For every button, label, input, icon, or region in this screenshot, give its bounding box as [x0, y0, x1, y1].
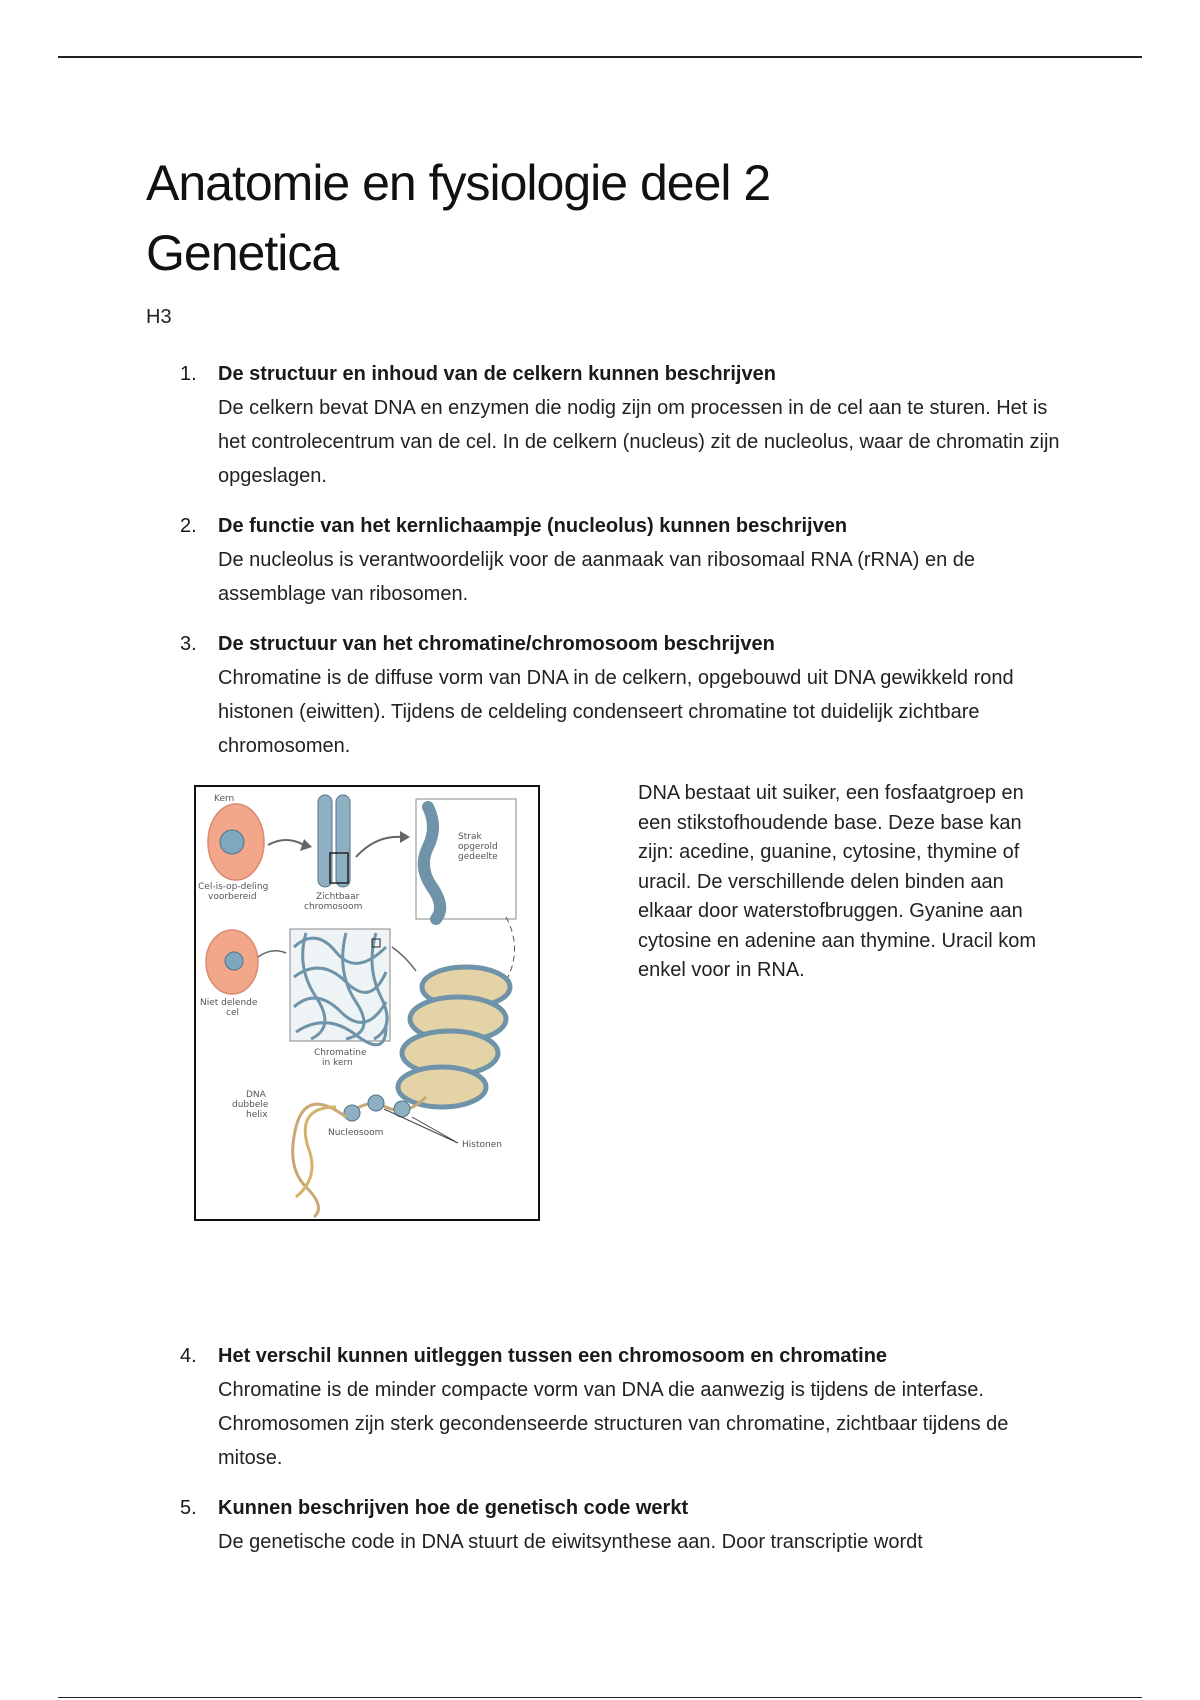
chapter-label: H3	[146, 306, 172, 328]
bottom-rule	[58, 1697, 1142, 1698]
dna-helix	[293, 1104, 346, 1217]
list-item	[146, 1491, 1066, 1559]
label-zichtbaar-2: chromosoom	[304, 902, 363, 912]
item-number: 2.	[180, 515, 197, 537]
label-chromatine-2: in kern	[322, 1058, 353, 1068]
item-answer: De celkern bevat DNA en enzymen die nodig zijn om processen in de cel aan te sturen. Het is het controlecentrum van de cel. In de celkern (nucleus) zit de nucleolus, waar de chromatin zijn opgeslagen.	[218, 397, 1060, 487]
document-body	[146, 148, 1066, 1575]
item-number: 4.	[180, 1345, 197, 1367]
chromosome-shape	[318, 795, 350, 887]
learning-goals-list	[146, 357, 1066, 763]
item-answer: De genetische code in DNA stuurt de eiwitsynthese aan. Door transcriptie wordt	[218, 1531, 923, 1553]
nucleus-dividing	[220, 830, 244, 854]
list-item	[146, 357, 1066, 493]
nucleus-non-dividing	[225, 952, 243, 970]
item-question: Het verschil kunnen uitleggen tussen een chromosoom en chromatine	[218, 1345, 888, 1367]
label-strak-3: gedeelte	[458, 852, 498, 862]
label-dna-3: helix	[246, 1110, 268, 1120]
item-question: De functie van het kernlichaampje (nucleolus) kunnen beschrijven	[218, 515, 848, 537]
learning-goals-list-continued	[146, 1339, 1066, 1559]
label-strak-2: opgerold	[458, 842, 498, 852]
label-chromatine-1: Chromatine	[314, 1048, 367, 1058]
label-strak-1: Strak	[458, 832, 482, 842]
label-histonen: Histonen	[462, 1140, 502, 1150]
item-answer: Chromatine is de minder compacte vorm van DNA die aanwezig is tijdens de interfase. Chromosomen zijn sterk gecondenseerde structuren van chromatine, zichtbaar tijdens de mitose.	[218, 1379, 1009, 1469]
dna-side-note: DNA bestaat uit suiker, een fosfaatgroep en een stikstofhoudende base. Deze base kan zijn: acedine, guanine, cytosine, thymine of uracil. De verschillende delen binden aan elkaar door waterstofbruggen. Gyanine aan cytosine en adenine aan thymine. Uracil kom enkel voor in RNA.	[638, 782, 1036, 981]
label-nucleosoom: Nucleosoom	[328, 1128, 384, 1138]
item-question: De structuur van het chromatine/chromosoom beschrijven	[218, 633, 775, 655]
label-dna-2: dubbele	[232, 1100, 269, 1110]
label-cel-deling-1: Cel-is-op-deling	[198, 882, 269, 892]
chromatin-figure	[194, 785, 540, 1221]
item-number: 1.	[180, 363, 197, 385]
top-rule	[58, 56, 1142, 58]
label-kern: Kern	[214, 794, 235, 804]
item-number: 5.	[180, 1497, 197, 1519]
title-line-1: Anatomie en fysiologie deel 2	[146, 155, 771, 211]
supercoil	[398, 967, 510, 1107]
title-line-2: Genetica	[146, 225, 339, 281]
list-item	[146, 627, 1066, 763]
nucleosomes	[344, 1095, 410, 1121]
figure-row	[146, 779, 1066, 1339]
item-question: Kunnen beschrijven hoe de genetisch code werkt	[218, 1497, 689, 1519]
list-item	[146, 509, 1066, 611]
chromatin-illustration	[196, 787, 538, 1219]
item-number: 3.	[180, 633, 197, 655]
label-zichtbaar-1: Zichtbaar	[316, 892, 360, 902]
label-niet-delende-2: cel	[226, 1008, 239, 1018]
item-question: De structuur en inhoud van de celkern kunnen beschrijven	[218, 363, 776, 385]
item-answer: De nucleolus is verantwoordelijk voor de aanmaak van ribosomaal RNA (rRNA) en de assemblage van ribosomen.	[218, 549, 976, 605]
list-item	[146, 1339, 1066, 1475]
label-niet-delende-1: Niet delende	[200, 998, 258, 1008]
item-answer: Chromatine is de diffuse vorm van DNA in de celkern, opgebouwd uit DNA gewikkeld rond histonen (eiwitten). Tijdens de celdeling condenseert chromatine tot duidelijk zichtbare chromosomen.	[218, 667, 1014, 757]
label-cel-deling-2: voorbereid	[208, 892, 257, 902]
document-title	[146, 148, 1066, 288]
label-dna-1: DNA	[246, 1090, 266, 1100]
